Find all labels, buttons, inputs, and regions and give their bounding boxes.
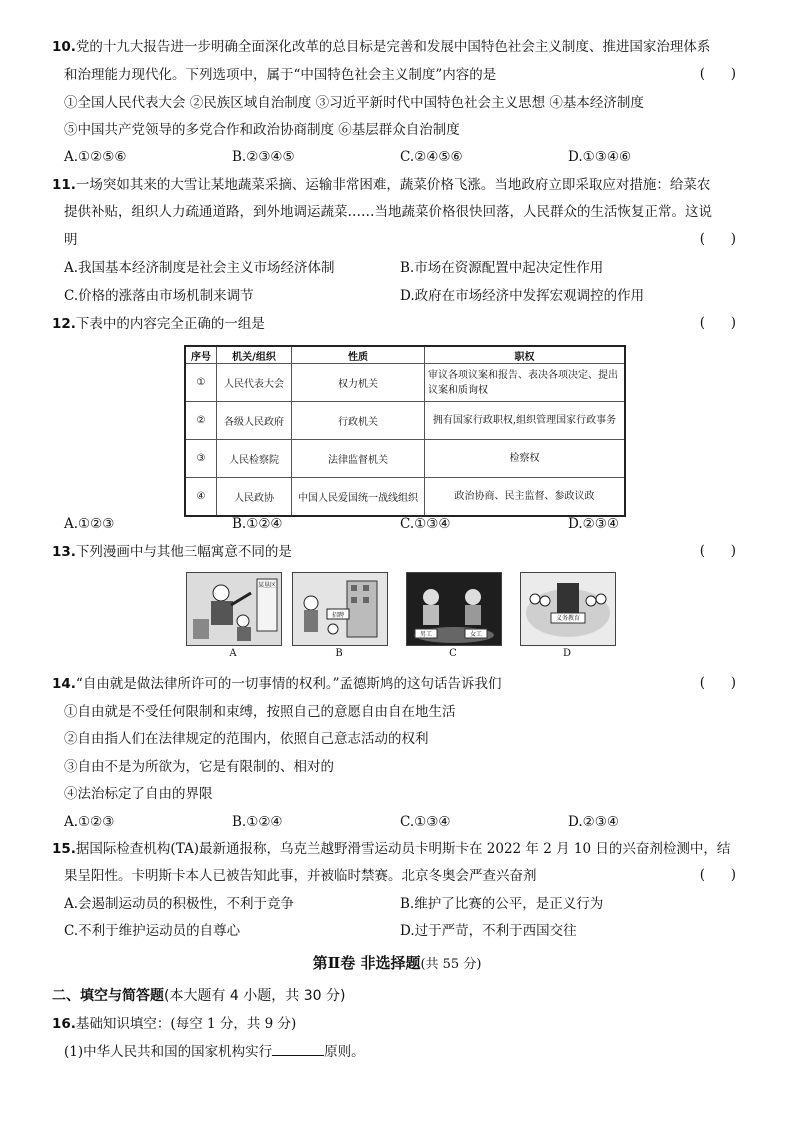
q10-stem-2: 和治理能力现代化。下列选项中，属于“中国特色社会主义制度”内容的是 [64, 67, 497, 83]
q14-answer-paren: ( ) [699, 675, 736, 691]
q14-option-d: D.②③④ [568, 814, 619, 830]
q10-option-c: C.②④⑤⑥ [400, 149, 463, 165]
cartoon-b-label: B [335, 648, 343, 659]
cell-nature: 行政机关 [292, 402, 425, 440]
cell-powers: 审议各项议案和报告、表决各项决定、提出议案和质询权 [425, 364, 626, 402]
cell-organ: 各级人民政府 [217, 402, 292, 440]
cell-nature: 法律监督机关 [292, 440, 425, 478]
q11-stem-1: 一场突如其来的大雪让某地蔬菜采摘、运输非常困难，蔬菜价格飞涨。当地政府立即采取应对措施：给菜农 [75, 177, 711, 193]
cell-index: ① [185, 364, 217, 402]
q10-line1 [52, 38, 710, 56]
q15-option-a: A.会遏制运动员的积极性，不利于竞争 [64, 896, 295, 912]
q14-stem: “自由就是做法律所许可的一切事情的权利。”孟德斯鸠的这句话告诉我们 [75, 676, 502, 692]
q12-table [184, 345, 626, 517]
cell-nature: 权力机关 [292, 364, 425, 402]
q15-line1 [52, 840, 730, 858]
q14-item-4: ④法治标定了自由的界限 [64, 786, 213, 802]
q10-line2 [64, 66, 496, 84]
q16-item-1-prefix: (1)中华人民共和国的国家机构实行 [64, 1044, 273, 1060]
q16-blank-1[interactable] [272, 1043, 324, 1056]
q15-option-b: B.维护了比赛的公平，是正义行为 [400, 896, 604, 912]
table-row [185, 478, 625, 517]
section-2-heading: 第Ⅱ卷 非选择题 [312, 954, 421, 972]
cartoon-a-sign: 某垦区 [257, 582, 277, 589]
q12-option-b: B.①②④ [232, 516, 283, 532]
q11-line3: 明 [64, 232, 78, 248]
cell-index: ③ [185, 440, 217, 478]
cell-index: ② [185, 402, 217, 440]
cell-powers: 政治协商、民主监督、参政议政 [425, 478, 626, 517]
q11-line2: 提供补贴，组织人力疏通道路，到外地调运蔬菜……当地蔬菜价格很快回落，人民群众的生活恢复正常。这说 [64, 204, 712, 220]
q13-stem: 下列漫画中与其他三幅寓意不同的是 [75, 544, 292, 560]
cartoon-c-illustration [407, 573, 501, 645]
q16-item-1-suffix: 原则。 [324, 1044, 365, 1060]
q10-option-b: B.②③④⑤ [232, 149, 295, 165]
q10-option-d: D.①③④⑥ [568, 149, 632, 165]
cell-organ: 人民代表大会 [217, 364, 292, 402]
q10-items-2: ⑤中国共产党领导的多党合作和政治协商制度 ⑥基层群众自治制度 [64, 122, 460, 138]
cartoon-c-label: C [449, 648, 457, 659]
q15-option-c: C.不利于维护运动员的自尊心 [64, 923, 241, 939]
q11-answer-paren: ( ) [699, 231, 736, 247]
cartoon-b [292, 572, 388, 646]
q12-line1 [52, 315, 265, 333]
q11-line1 [52, 176, 710, 194]
q15-number: 15. [52, 841, 76, 857]
part-2-title: 二、填空与简答题 [52, 988, 164, 1004]
q15-option-d: D.过于严苛，不利于西国交往 [400, 923, 577, 939]
cartoon-c-label-male: 男工 [419, 631, 433, 638]
q12-stem: 下表中的内容完全正确的一组是 [75, 316, 265, 332]
cell-index: ④ [185, 478, 217, 517]
col-header-powers: 职权 [425, 346, 626, 364]
q12-table-header [185, 346, 625, 364]
q10-stem-1: 党的十九大报告进一步明确全面深化改革的总目标是完善和发展中国特色社会主义制度、推进国家治理体系 [75, 39, 711, 55]
q15-answer-paren: ( ) [699, 867, 736, 883]
cartoon-a [186, 572, 282, 646]
table-row [185, 402, 625, 440]
q14-option-b: B.①②④ [232, 814, 283, 830]
q14-line1 [52, 675, 501, 693]
cell-organ: 人民检察院 [217, 440, 292, 478]
cartoon-b-sign: 招聘 [331, 612, 345, 619]
q14-item-2: ②自由指人们在法律规定的范围内，依照自己意志活动的权利 [64, 731, 429, 747]
col-header-organ: 机关/组织 [217, 346, 292, 364]
cartoon-c-label-female: 女工 [469, 631, 483, 638]
table-row [185, 440, 625, 478]
cartoon-d-illustration [521, 573, 615, 645]
q11-option-b: B.市场在资源配置中起决定性作用 [400, 260, 604, 276]
q10-number: 10. [52, 39, 76, 55]
cartoon-b-illustration [293, 573, 387, 645]
q10-answer-paren: ( ) [699, 66, 736, 82]
q11-number: 11. [52, 177, 76, 193]
section-2-title [0, 952, 794, 973]
q15-stem-1: 据国际检查机构(TA)最新通报称，乌克兰越野滑雪运动员卡明斯卡在 2022 年 2 月 10 日的兴奋剂检测中，结 [75, 841, 731, 857]
q11-option-a: A.我国基本经济制度是社会主义市场经济体制 [64, 260, 335, 276]
q16-line1 [52, 1015, 296, 1033]
q16-number: 16. [52, 1016, 76, 1032]
q12-option-d: D.②③④ [568, 516, 619, 532]
cartoon-a-illustration [187, 573, 281, 645]
col-header-nature: 性质 [292, 346, 425, 364]
col-header-index: 序号 [185, 346, 217, 364]
q16-item-1 [64, 1043, 365, 1061]
cartoon-d-label: D [562, 648, 572, 659]
q10-items-1: ①全国人民代表大会 ②民族区域自治制度 ③习近平新时代中国特色社会主义思想 ④基本经济制度 [64, 95, 644, 111]
q13-line1 [52, 543, 292, 561]
q11-option-d: D.政府在市场经济中发挥宏观调控的作用 [400, 288, 645, 304]
cell-powers: 拥有国家行政职权,组织管理国家行政事务 [425, 402, 626, 440]
part-2-score: (本大题有 4 小题，共 30 分) [164, 988, 346, 1004]
q14-item-3: ③自由不是为所欲为，它是有限制的、相对的 [64, 759, 334, 775]
q11-option-c: C.价格的涨落由市场机制来调节 [64, 288, 254, 304]
q14-number: 14. [52, 676, 76, 692]
table-row [185, 364, 625, 402]
cell-powers: 检察权 [425, 440, 626, 478]
q12-number: 12. [52, 316, 76, 332]
q14-option-c: C.①③④ [400, 814, 451, 830]
q12-answer-paren: ( ) [699, 315, 736, 331]
q13-number: 13. [52, 544, 76, 560]
part-2-heading [52, 985, 345, 1005]
cell-nature: 中国人民爱国统一战线组织 [292, 478, 425, 517]
q16-stem: 基础知识填空：(每空 1 分，共 9 分) [75, 1016, 297, 1032]
cartoon-c [406, 572, 502, 646]
q14-item-1: ①自由就是不受任何限制和束缚，按照自己的意愿自由自在地生活 [64, 704, 456, 720]
q15-line2: 果呈阳性。卡明斯卡本人已被告知此事，并被临时禁赛。北京冬奥会严查兴奋剂 [64, 868, 537, 884]
q12-option-c: C.①③④ [400, 516, 451, 532]
q10-option-a: A.①②⑤⑥ [64, 149, 127, 165]
cell-organ: 人民政协 [217, 478, 292, 517]
cartoon-a-label: A [229, 648, 237, 659]
q13-answer-paren: ( ) [699, 543, 736, 559]
cartoon-d [520, 572, 616, 646]
section-2-score: (共 55 分) [420, 957, 482, 972]
q14-option-a: A.①②③ [64, 814, 115, 830]
q12-option-a: A.①②③ [64, 516, 115, 532]
cartoon-d-sign: 义务教育 [555, 615, 581, 622]
